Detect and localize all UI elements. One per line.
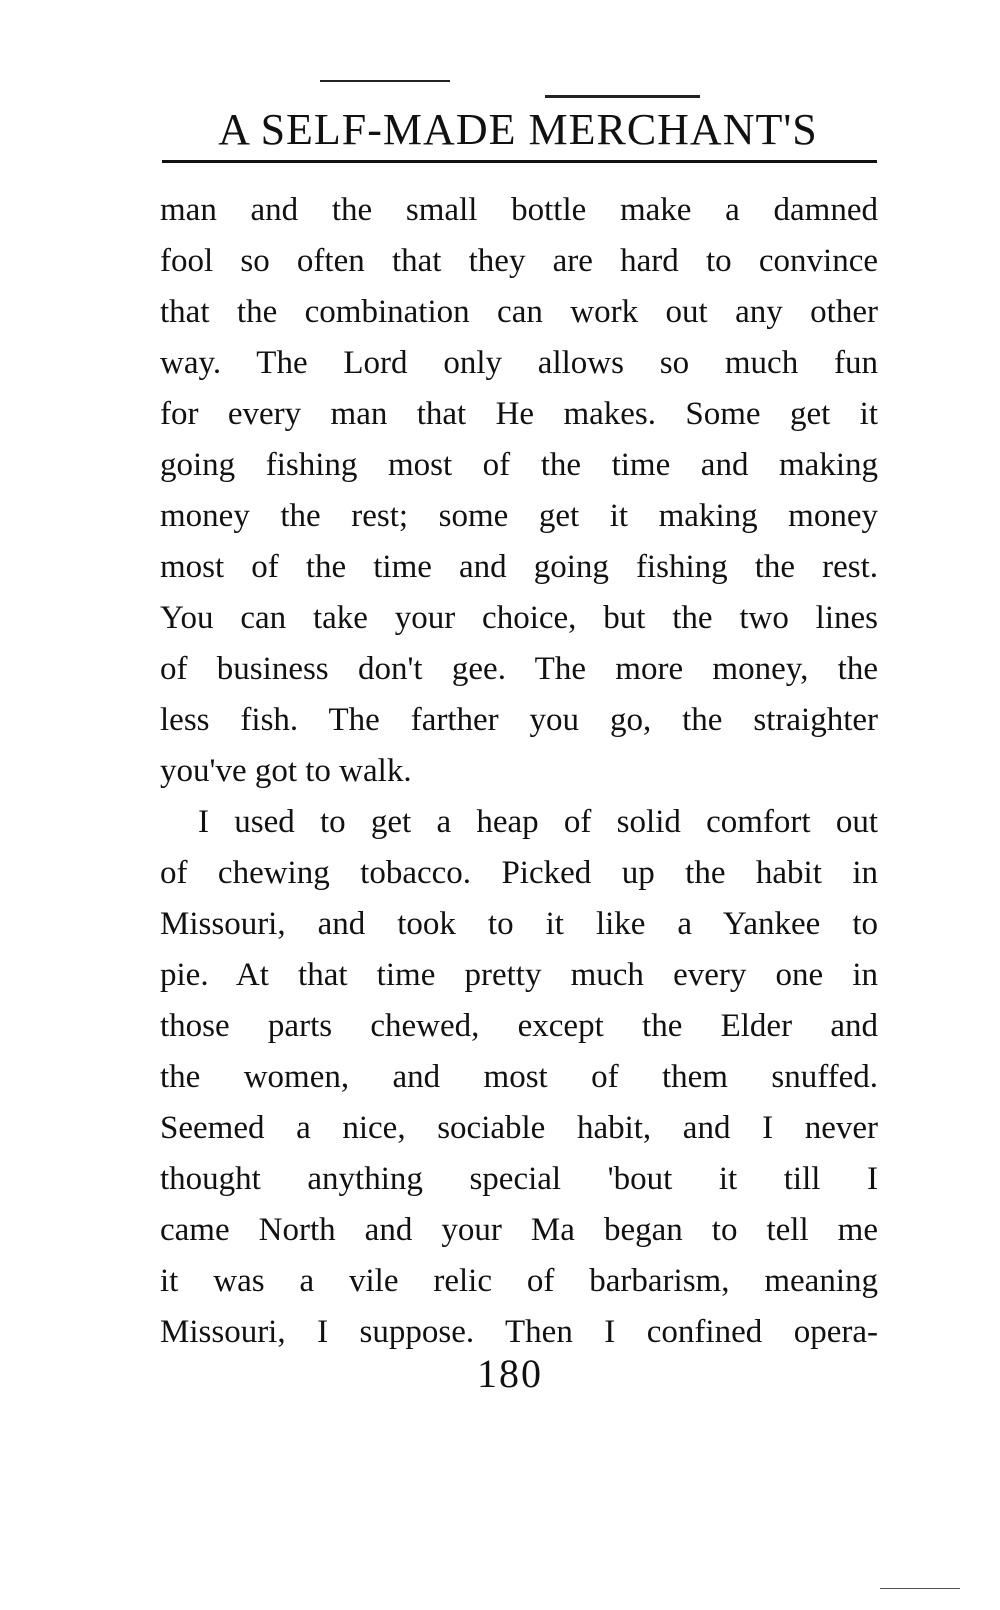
text-line: thought anything special 'bout it till I xyxy=(160,1161,878,1197)
text-line: You can take your choice, but the two lines xyxy=(160,600,878,636)
text-line: came North and your Ma began to tell me xyxy=(160,1212,878,1248)
body-text xyxy=(160,185,878,1358)
header-rule xyxy=(162,160,877,163)
text-line: Missouri, I suppose. Then I confined opera- xyxy=(160,1314,878,1350)
text-line: less fish. The farther you go, the straighter xyxy=(160,702,878,738)
text-line: going fishing most of the time and making xyxy=(160,447,878,483)
paragraph-2 xyxy=(160,797,878,1358)
text-line: it was a vile relic of barbarism, meaning xyxy=(160,1263,878,1299)
text-line: fool so often that they are hard to convince xyxy=(160,243,878,279)
text-line: money the rest; some get it making money xyxy=(160,498,878,534)
scan-edge-mark xyxy=(880,1588,960,1589)
running-header: A SELF-MADE MERCHANT'S xyxy=(218,105,818,154)
text-line: of chewing tobacco. Picked up the habit in xyxy=(160,855,878,891)
text-line: of business don't gee. The more money, the xyxy=(160,651,878,687)
text-line: way. The Lord only allows so much fun xyxy=(160,345,878,381)
text-line: most of the time and going fishing the rest. xyxy=(160,549,878,585)
header-ornament-left xyxy=(320,80,450,82)
paragraph-1 xyxy=(160,185,878,797)
text-line: those parts chewed, except the Elder and xyxy=(160,1008,878,1044)
text-line: you've got to walk. xyxy=(160,753,412,789)
text-line: that the combination can work out any other xyxy=(160,294,878,330)
text-line: I used to get a heap of solid comfort out xyxy=(198,804,878,840)
text-line: pie. At that time pretty much every one in xyxy=(160,957,878,993)
text-line: man and the small bottle make a damned xyxy=(160,192,878,228)
text-line: Seemed a nice, sociable habit, and I never xyxy=(160,1110,878,1146)
header-ornament-right xyxy=(545,95,700,98)
text-line: Missouri, and took to it like a Yankee to xyxy=(160,906,878,942)
text-line: the women, and most of them snuffed. xyxy=(160,1059,878,1095)
text-line: for every man that He makes. Some get it xyxy=(160,396,878,432)
page-number: 180 xyxy=(477,1351,543,1396)
